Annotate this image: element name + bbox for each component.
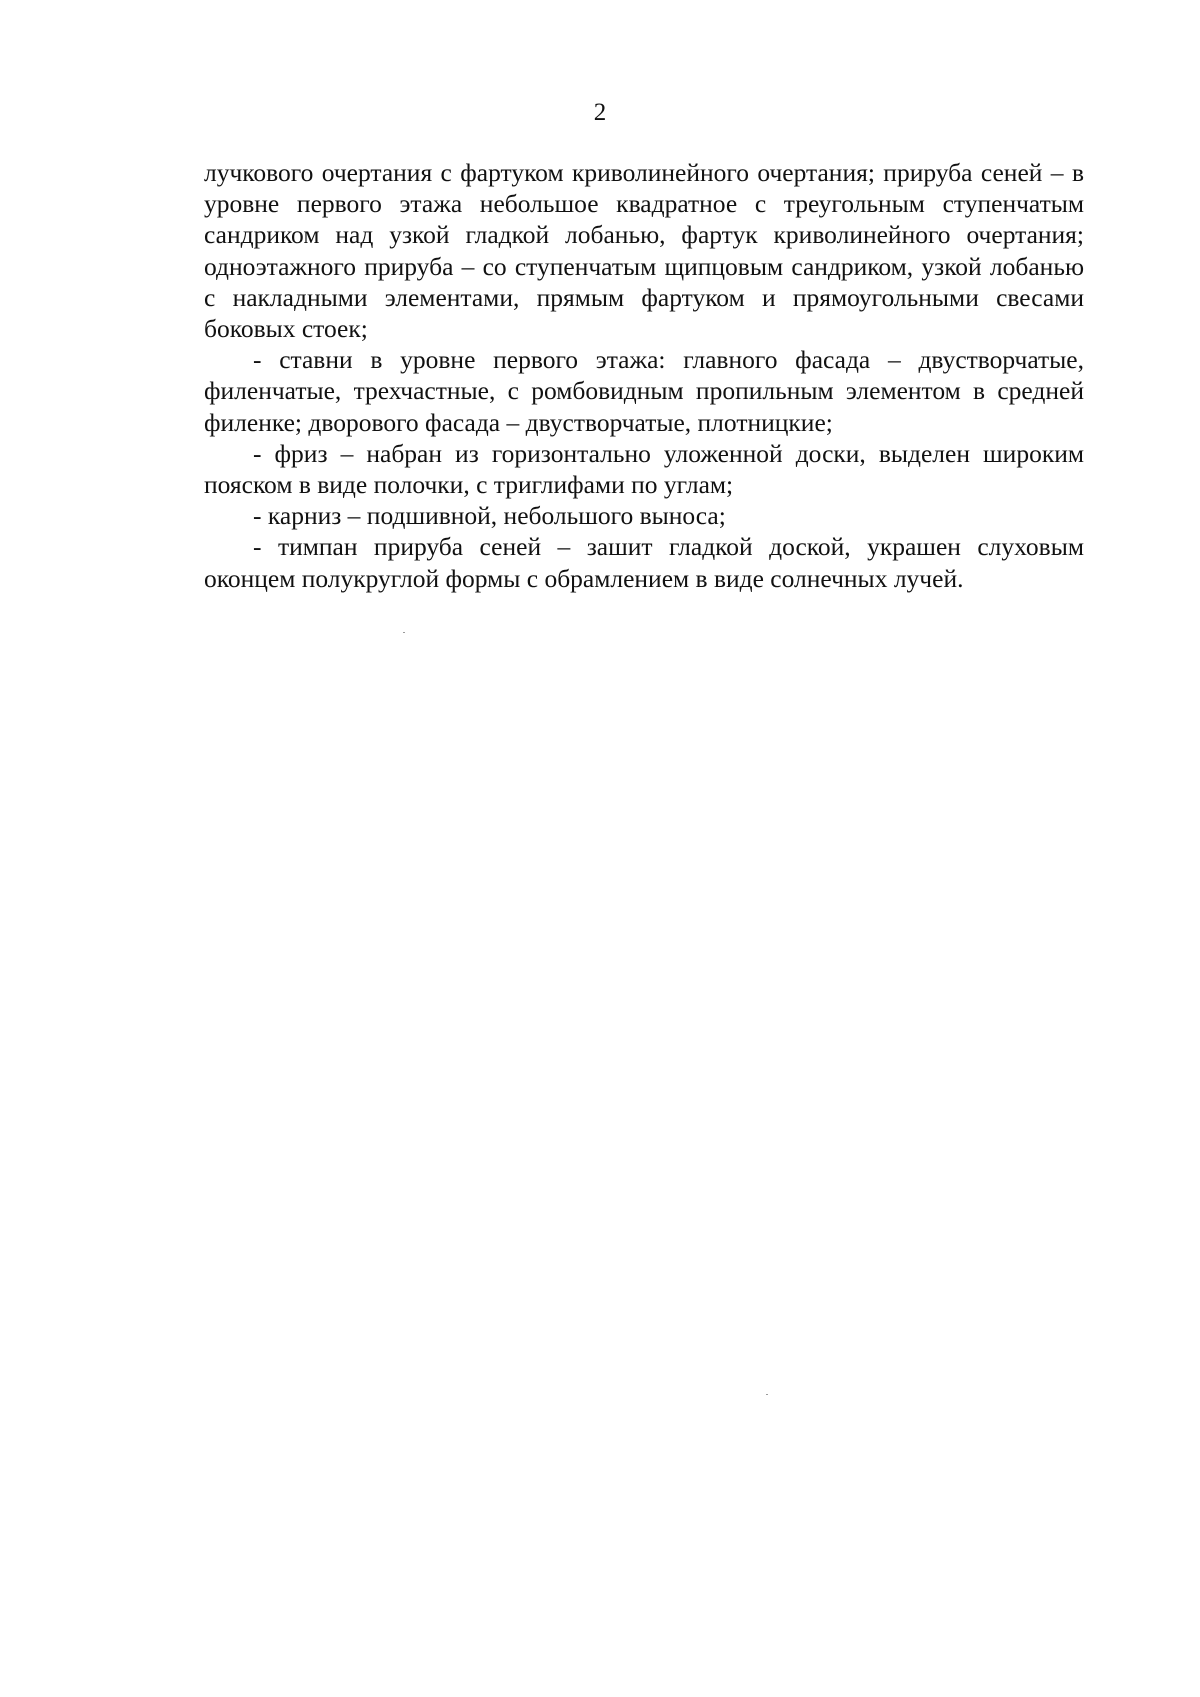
paragraph-cornice: - карниз – подшивной, небольшого выноса; — [253, 501, 726, 531]
scan-speck — [403, 632, 405, 633]
paragraph-shutters: - ставни в уровне первого этажа: главного фасада – двустворчатые, филенчатые, трехчастные, с ромбовидным пропильным элементом в средней филенке; дворового фасада – двустворчатые, плотницкие; — [204, 345, 1084, 437]
scan-speck — [766, 1394, 768, 1395]
paragraph-frieze: - фриз – набран из горизонтально уложенной доски, выделен широким пояском в виде полочки, с триглифами по углам; — [204, 438, 1084, 500]
document-body — [204, 157, 1084, 594]
paragraph-windows-continued: лучкового очертания с фартуком криволинейного очертания; прируба сеней – в уровне первого этажа небольшое квадратное с треугольным ступенчатым сандриком над узкой гладкой лобанью, фартук криволинейного очертания; одноэтажного прируба – со ступенчатым щипцовым сандриком, узкой лобанью с накладными элементами, прямым фартуком и прямоугольными свесами боковых стоек; — [204, 158, 1084, 344]
page-number: 2 — [593, 99, 607, 126]
paragraph-tympanum: - тимпан прируба сеней – зашит гладкой доской, украшен слуховым оконцем полукруглой формы с обрамлением в виде солнечных лучей. — [204, 532, 1084, 593]
